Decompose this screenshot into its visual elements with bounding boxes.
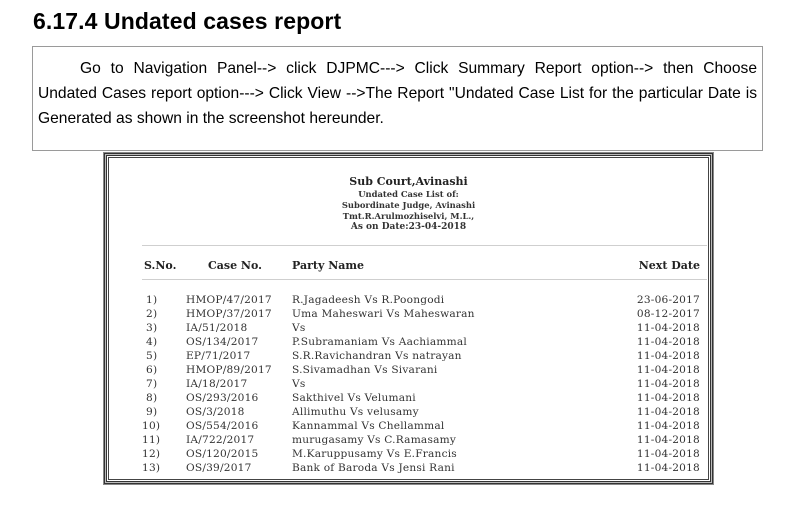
cell-case-no: HMOP/89/2017: [186, 364, 272, 376]
cell-case-no: OS/554/2016: [186, 420, 259, 432]
cell-next-date: 23-06-2017: [636, 294, 700, 306]
as-on-date: As on Date:23-04-2018: [350, 222, 467, 232]
table-row: [109, 363, 708, 377]
cell-party-name: Kannammal Vs Chellammal: [292, 420, 445, 432]
cell-party-name: S.R.Ravichandran Vs natrayan: [292, 350, 462, 362]
cell-sno: 3): [146, 322, 158, 334]
cell-sno: 1): [146, 294, 158, 306]
cell-next-date: 11-04-2018: [636, 448, 700, 460]
cell-next-date: 08-12-2017: [636, 308, 700, 320]
table-row: [109, 433, 708, 447]
cell-sno: 6): [146, 364, 158, 376]
officer-name: Tmt.R.Arulmozhiselvi, M.L.,: [342, 211, 475, 221]
cell-party-name: M.Karuppusamy Vs E.Francis: [292, 448, 457, 460]
cell-next-date: 11-04-2018: [636, 364, 700, 376]
cell-sno: 8): [146, 392, 158, 404]
table-row: [109, 461, 708, 475]
judge-name: Subordinate Judge, Avinashi: [341, 200, 476, 210]
court-name: Sub Court,Avinashi: [349, 175, 468, 188]
col-header-party-name: Party Name: [292, 259, 365, 272]
cell-case-no: OS/39/2017: [186, 462, 252, 474]
report-header: [109, 174, 708, 233]
cell-case-no: IA/51/2018: [186, 322, 248, 334]
table-row: [109, 377, 708, 391]
cell-sno: 5): [146, 350, 158, 362]
table-row: [109, 349, 708, 363]
cell-party-name: Uma Maheswari Vs Maheswaran: [292, 308, 475, 320]
table-row: [109, 391, 708, 405]
table-body: [109, 293, 708, 475]
cell-next-date: 11-04-2018: [636, 406, 700, 418]
cell-party-name: Vs: [292, 322, 306, 334]
table-row: [109, 293, 708, 307]
cell-party-name: Bank of Baroda Vs Jensi Rani: [292, 462, 455, 474]
cell-case-no: OS/3/2018: [186, 406, 245, 418]
table-header: [109, 259, 708, 275]
col-header-next-date: Next Date: [638, 259, 700, 272]
cell-party-name: Sakthivel Vs Velumani: [292, 392, 416, 404]
report-screenshot: [104, 153, 713, 484]
cell-case-no: OS/120/2015: [186, 448, 259, 460]
header-bottom-rule: [142, 279, 707, 280]
cell-party-name: Vs: [292, 378, 306, 390]
cell-next-date: 11-04-2018: [636, 322, 700, 334]
cell-sno: 7): [146, 378, 158, 390]
header-top-rule: [142, 245, 707, 246]
cell-case-no: IA/722/2017: [186, 434, 255, 446]
cell-party-name: S.Sivamadhan Vs Sivarani: [292, 364, 438, 376]
cell-case-no: EP/71/2017: [186, 350, 251, 362]
table-row: [109, 419, 708, 433]
instruction-box: Go to Navigation Panel--> click DJPMC---> Click Summary Report option--> then Choose Undated Cases report option---> Click View -->The Report "Undated Case List for the particular Date is Generated as shown in the screenshot hereunder.: [32, 46, 763, 151]
cell-sno: 12): [142, 448, 161, 460]
cell-next-date: 11-04-2018: [636, 420, 700, 432]
report-subtitle: Undated Case List of:: [358, 189, 459, 199]
section-title: 6.17.4 Undated cases report: [33, 8, 342, 34]
cell-party-name: Allimuthu Vs velusamy: [292, 406, 419, 418]
cell-case-no: OS/134/2017: [186, 336, 259, 348]
col-header-sno: S.No.: [144, 259, 177, 272]
cell-sno: 10): [142, 420, 161, 432]
cell-case-no: OS/293/2016: [186, 392, 259, 404]
cell-next-date: 11-04-2018: [636, 392, 700, 404]
cell-case-no: IA/18/2017: [186, 378, 248, 390]
col-header-case-no: Case No.: [208, 259, 262, 272]
cell-next-date: 11-04-2018: [636, 336, 700, 348]
cell-sno: 9): [146, 406, 158, 418]
cell-sno: 13): [142, 462, 161, 474]
table-row: [109, 321, 708, 335]
cell-party-name: murugasamy Vs C.Ramasamy: [292, 434, 457, 446]
cell-sno: 2): [146, 308, 158, 320]
cell-case-no: HMOP/47/2017: [186, 294, 272, 306]
report-page: [108, 157, 709, 480]
cell-party-name: R.Jagadeesh Vs R.Poongodi: [292, 294, 445, 306]
cell-sno: 4): [146, 336, 158, 348]
cell-next-date: 11-04-2018: [636, 434, 700, 446]
cell-next-date: 11-04-2018: [636, 378, 700, 390]
table-row: [109, 335, 708, 349]
cell-next-date: 11-04-2018: [636, 462, 700, 474]
cell-party-name: P.Subramaniam Vs Aachiammal: [292, 336, 467, 348]
cell-case-no: HMOP/37/2017: [186, 308, 272, 320]
table-row: [109, 405, 708, 419]
table-row: [109, 447, 708, 461]
table-row: [109, 307, 708, 321]
cell-next-date: 11-04-2018: [636, 350, 700, 362]
cell-sno: 11): [142, 434, 161, 446]
